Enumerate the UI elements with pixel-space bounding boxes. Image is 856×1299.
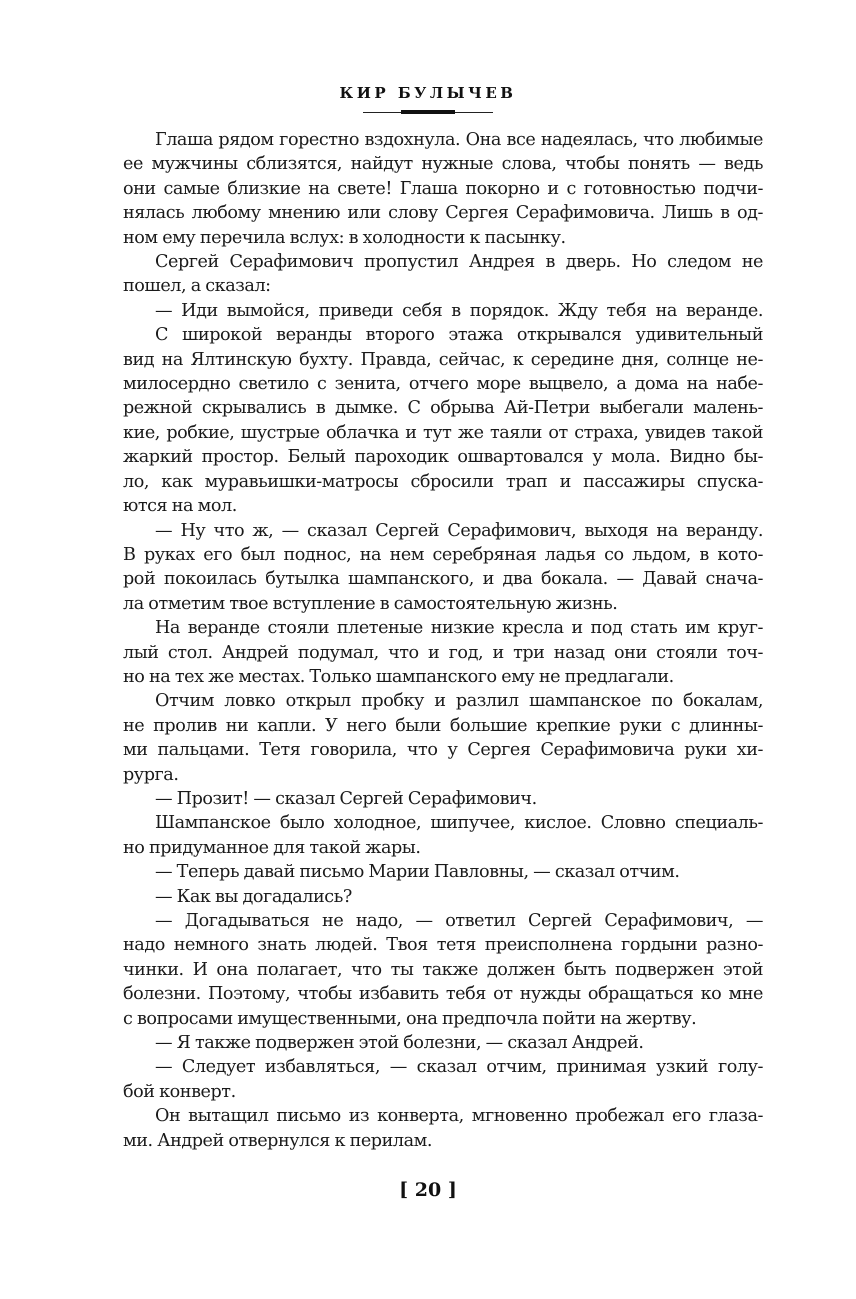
text-line: с вопросами имущественными, она предпочла пойти на жертву. [123,1008,697,1029]
header-rule-accent [401,110,455,114]
text-line: ее мужчины сблизятся, найдут нужные слова, чтобы понять — ведь [123,154,763,175]
running-header-author: КИР БУЛЫЧЕВ [339,84,517,102]
text-line: ми. Андрей отвернулся к перилам. [123,1130,433,1151]
text-line: Шампанское было холодное, шипучее, кислое. Словно специаль- [155,813,763,834]
text-line: — Догадываться не надо, — ответил Сергей Серафимович, — [155,911,763,931]
text-line: не пролив ни капли. У него были большие крепкие руки с длинны- [123,715,763,736]
text-line: режной скрывались в дымке. С обрыва Ай-Петри выбегали малень- [123,398,763,419]
text-line: но придуманное для такой жары. [123,837,421,858]
text-line: — Теперь давай письмо Марии Павловны, — сказал отчим. [155,862,680,883]
text-line: — Как вы догадались? [155,886,352,907]
text-line: ном ему перечила вслух: в холодности к пасынку. [123,227,566,248]
text-line: жаркий простор. Белый пароходик ошвартовался у мола. Видно бы- [123,447,763,468]
text-line: На веранде стояли плетеные низкие кресла и под стать им круг- [155,618,763,639]
text-line: но на тех же местах. Только шампанского ему не предлагали. [123,666,674,687]
text-line: рурга. [123,764,179,785]
text-line: кие, робкие, шустрые облачка и тут же таяли от страха, увидев такой [123,422,763,443]
text-line: болезни. Поэтому, чтобы избавить тебя от нужды обращаться ко мне [123,984,763,1005]
text-line: нялась любому мнению или слову Сергея Серафимовича. Лишь в од- [123,203,763,224]
text-line: — Ну что ж, — сказал Сергей Серафимович, выходя на веранду. [155,520,763,541]
body-text [123,128,763,1153]
text-line: вид на Ялтинскую бухту. Правда, сейчас, к середине дня, солнце не- [123,349,763,370]
page-number: [ 20 ] [399,1179,457,1201]
text-line: они самые близкие на свете! Глаша покорно и с готовностью подчи- [123,178,763,199]
text-line: Глаша рядом горестно вздохнула. Она все надеялась, что любимые [155,130,763,150]
text-line: надо немного знать людей. Твоя тетя преисполнена гордыни разно- [123,935,763,956]
text-line: Сергей Серафимович пропустил Андрея в дверь. Но следом не [155,252,763,273]
text-line: ло, как муравьишки-матросы сбросили трап и пассажиры спуска- [123,471,763,492]
text-line: лый стол. Андрей подумал, что и год, и три назад они стояли точ- [123,642,763,663]
text-line: — Иди вымойся, приведи себя в порядок. Жду тебя на веранде. [155,300,763,321]
text-line: В руках его был поднос, на нем серебряная ладья со льдом, в кото- [123,544,763,565]
text-line: ми пальцами. Тетя говорила, что у Сергея Серафимовича руки хи- [123,740,763,761]
text-line: С широкой веранды второго этажа открывался удивительный [155,325,763,346]
text-line: рой покоилась бутылка шампанского, и два бокала. — Давай снача- [123,569,763,590]
text-line: Отчим ловко открыл пробку и разлил шампанское по бокалам, [155,691,763,712]
text-line: ются на мол. [123,496,237,517]
text-line: чинки. И она полагает, что ты также должен быть подвержен этой [123,959,763,980]
text-line: пошел, а сказал: [123,276,271,297]
text-line: — Следует избавляться, — сказал отчим, принимая узкий голу- [155,1057,763,1078]
text-line: бой конверт. [123,1081,236,1102]
text-line: Он вытащил письмо из конверта, мгновенно пробежал его глаза- [155,1106,763,1127]
text-line: — Прозит! — сказал Сергей Серафимович. [155,788,537,809]
text-line: — Я также подвержен этой болезни, — сказал Андрей. [155,1033,644,1054]
text-line: ла отметим твое вступление в самостоятельную жизнь. [123,593,618,614]
text-line: милосердно светило с зенита, отчего море выцвело, а дома на набе- [123,374,763,395]
